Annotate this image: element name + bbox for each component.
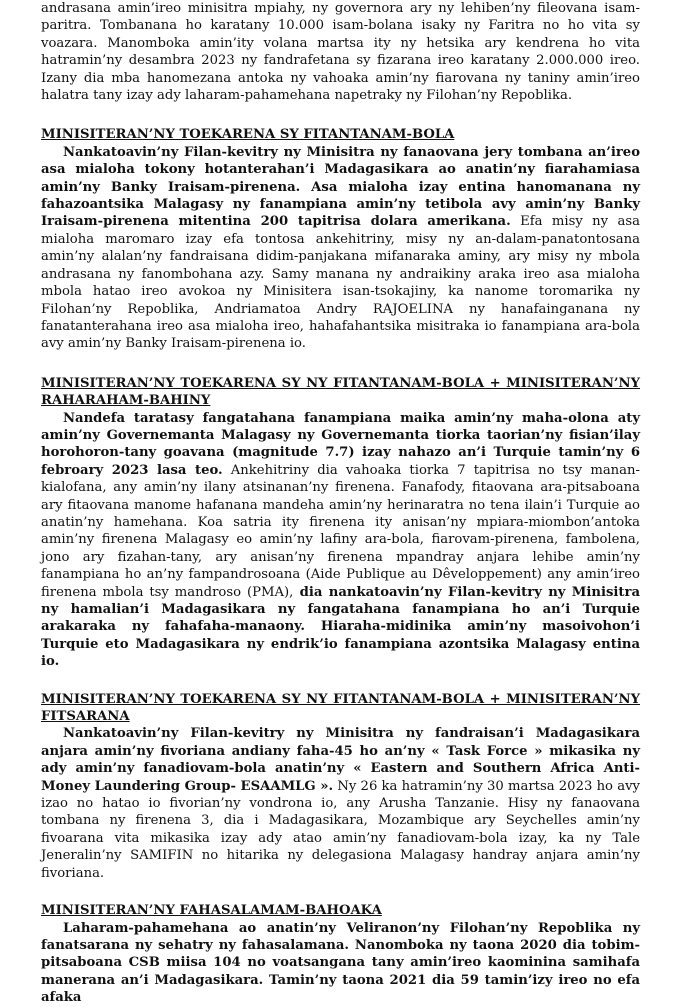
bold-text: dia nankatoavin’ny Filan-kevitry ny Minisitra ny hamalian’i Madagasikara ny fangatahana fanampiana ho an’i Turquie arakaraka ny fahafaha-manaony. Hiaraha-midinika amin’ny masoivohon’i Turquie eto Madagasikara ny endrik’io fanampiana azontsika Malagasy entina io. [41, 584, 640, 670]
section-paragraph-fahasalamana [41, 920, 640, 1007]
section-heading-toekarena: MINISITERAN’NY TOEKARENA SY FITANTANAM-BOLA [41, 127, 455, 143]
section-paragraph-esaamlg [41, 725, 640, 882]
bold-text: Nankatoavin’ny Filan-kevitry ny Minisitra ny fanaovana jery tombana an’ireo asa mialoha tokony hotanterahan’i Madagasikara ao anatin’ny fiarahamiasa amin’ny Banky Iraisam-pirenena. Asa mialoha izay entina hanomanana ny fahazoantsika Malagasy ny fanampiana amin’ny tetibola avy amin’ny Banky Iraisam-pirenena mitentina 200 tapitrisa dolara amerikana. [41, 144, 640, 230]
section-heading-toekarena-fitsarana: MINISITERAN’NY TOEKARENA SY NY FITANTANAM-BOLA + MINISITERAN’NY FITSARANA [41, 691, 640, 725]
section-paragraph-toekarena [41, 144, 640, 353]
section-paragraph-turquie [41, 410, 640, 671]
bold-text: Nankatoavin’ny Filan-kevitry ny Minisitra ny fandraisan’i Madagasikara anjara amin’ny fivoriana andiany faha-45 ho an’ny « Task Force » mikasika ny ady amin’ny fanadiovam-bola anatin’ny « Eastern and Southern Africa Anti-Money Laundering Group- ESAAMLG ». [41, 726, 640, 794]
body-text: Ny 26 ka hatramin’ny 30 martsa 2023 ho avy izao no hatao io fivorian’ny vondrona io, any Arusha Tanzanie. Hisy ny fanaovana tombana ny firenena 3, dia i Madagasikara, Mozambique ary Seychelles amin’ny fivoarana vita mikasika izay ady atao amin’ny fanadiovam-bola izay, ka ny Tale Jeneralin’ny SAMIFIN no hitarika ny delegasiona Malagasy handray anjara amin’ny fivoriana. [41, 778, 640, 881]
intro-paragraph: andrasana amin’ireo minisitra mpiahy, ny governora ary ny lehiben’ny fileovana isam-paritra. Tombanana ho karatany 10.000 isam-bolana isaky ny Faritra no ho vita sy voazara. Manomboka amin’ity volana martsa ity ny hetsika ary kendrena ho vita hatramin’ny desambra 2023 ny fandrafetana sy fizarana ireo karatany 2.000.000 ireo. Izany dia mba hanomezana antoka ny vahoaka amin’ny fiarovana ny taniny amin’ireo halatra tany izay ady laharam-pahamehana napetraky ny Filohan’ny Repoblika. [41, 1, 640, 104]
spacer [41, 353, 640, 375]
section-heading-fahasalamam-bahoaka: MINISITERAN’NY FAHASALAMAM-BAHOAKA [41, 903, 382, 919]
bold-text: Nandefa taratasy fangatahana fanampiana maika amin’ny maha-olona aty amin’ny Governemanta Malagasy ny Governemanta tiorka taorian’ny fisian’ilay horohoron-tany goavana (magnitude 7.7) izay nahazo an’i Turquie tamin’ny 6 febroary 2023 lasa teo. [41, 410, 640, 478]
spacer [41, 671, 640, 691]
section-heading-toekarena-raharaham-bahiny: MINISITERAN’NY TOEKARENA SY NY FITANTANAM-BOLA + MINISITERAN’NY RAHARAHAM-BAHINY [41, 375, 640, 409]
spacer [41, 882, 640, 902]
body-text: Ankehitriny dia vahoaka tiorka 7 tapitrisa no tsy manan-kialofana, any amin’ny ilany atsinanan’ny firenena. Fanafody, fitaovana ara-pitsaboana ary fitaovana manome hafanana mandeha amin’ny herinaratra no tena ilain’i Turquie ao anatin’ny hamehana. Koa satria ity firenena ity anisan’ny mpiara-miombon’antoka amin’ny firenena Malagasy eo amin’ny lafiny ara-bola, fiarovam-pirenena, fambolena, jono ary fizahan-tany, ary anisan’ny firenena mpandray anjara lehibe amin’ny fanampiana ho an’ny fampandrosoana (Aide Publique au Dêveloppement) any amin’ireo firenena mbola tsy mandroso (PMA), [41, 462, 640, 600]
spacer [41, 104, 640, 126]
bold-text: Laharam-pahamehana ao anatin’ny Veliranon’ny Filohan’ny Repoblika ny fanatsarana ny sehatry ny fahasalamana. Nanomboka ny taona 2020 dia tobim-pitsaboana CSB miisa 104 no voatsangana tany amin’ireo kaominina samihafa manerana an’i Madagasikara. Tamin’ny taona 2021 dia 59 tamin’izy ireo no efa afaka [41, 920, 640, 1006]
body-text: Efa misy ny asa mialoha maromaro izay efa tontosa ankehitriny, misy ny an-dalam-panatontosana amin’ny alalan’ny fandraisana didim-panjakana mifanaraka aminy, ary misy ny mbola andrasana ny fanombohana azy. Samy manana ny andraikiny araka ireo asa mialoha mbola hatao ireo avokoa ny Minisitera isan-tsokajiny, ka nanome toromarika ny Filohan’ny Repoblika, Andriamatoa Andry RAJOELINA ny hanafainganana ny fanatanterahana ireo asa mialoha ireo, hahafahantsika misitraka io fanampiana ara-bola avy amin’ny Banky Iraisam-pirenena io. [41, 214, 641, 352]
